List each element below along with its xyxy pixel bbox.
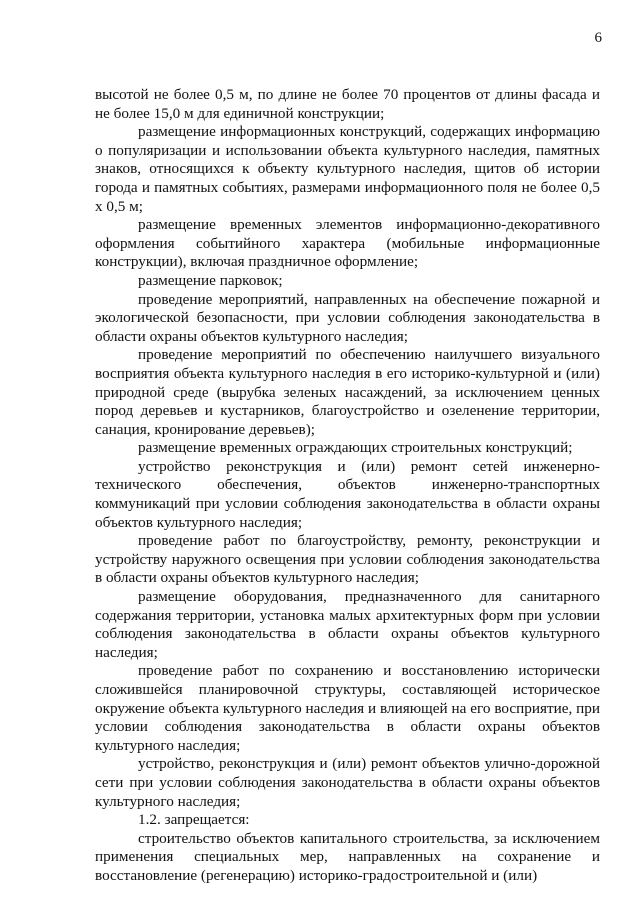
- document-body: [95, 86, 600, 886]
- paragraph: проведение мероприятий по обеспечению наилучшего визуального восприятия объекта культурного наследия в его историко-культурной и (или) природной среде (вырубка зеленых насаждений, за исключением ценных пород деревьев и кустарников, благоустройство и озеленение территории, санация, кронирование деревьев);: [95, 346, 600, 438]
- paragraph: размещение информационных конструкций, содержащих информацию о популяризации и использовании объекта культурного наследия, памятных знаков, относящихся к объекту культурного наследия, щитов об истории города и памятных событиях, размерами информационного поля не более 0,5 х 0,5 м;: [95, 123, 600, 215]
- paragraph: проведение работ по сохранению и восстановлению исторически сложившейся планировочной структуры, составляющей историческое окружение объекта культурного наследия и влияющей на его восприятие, при условии соблюдения законодательства в области охраны объектов культурного наследия;: [95, 662, 600, 754]
- paragraph: высотой не более 0,5 м, по длине не более 70 процентов от длины фасада и не более 15,0 м для единичной конструкции;: [95, 86, 600, 122]
- paragraph: размещение временных элементов информационно-декоративного оформления событийного характера (мобильные информационные конструкции), включая праздничное оформление;: [95, 216, 600, 271]
- paragraph: размещение временных ограждающих строительных конструкций;: [138, 439, 573, 457]
- paragraph: устройство, реконструкция и (или) ремонт объектов улично-дорожной сети при условии соблюдения законодательства в области охраны объектов культурного наследия;: [95, 755, 600, 810]
- section-heading: 1.2. запрещается:: [138, 811, 250, 829]
- paragraph: устройство реконструкция и (или) ремонт сетей инженерно-технического обеспечения, объектов инженерно-транспортных коммуникаций при условии соблюдения законодательства в области охраны объектов культурного наследия;: [95, 457, 600, 531]
- page-number: 6: [594, 30, 602, 46]
- paragraph: проведение мероприятий, направленных на обеспечение пожарной и экологической безопасности, при условии соблюдения законодательства в области охраны объектов культурного наследия;: [95, 290, 600, 345]
- paragraph: проведение работ по благоустройству, ремонту, реконструкции и устройству наружного освещения при условии соблюдения законодательства в области охраны объектов культурного наследия;: [95, 532, 600, 587]
- paragraph: размещение оборудования, предназначенного для санитарного содержания территории, установка малых архитектурных форм при условии соблюдения законодательства в области охраны объектов культурного наследия;: [95, 588, 600, 661]
- paragraph: строительство объектов капитального строительства, за исключением применения специальных мер, направленных на сохранение и восстановление (регенерацию) историко-градостроительной и (или): [95, 829, 600, 884]
- paragraph: размещение парковок;: [138, 271, 283, 289]
